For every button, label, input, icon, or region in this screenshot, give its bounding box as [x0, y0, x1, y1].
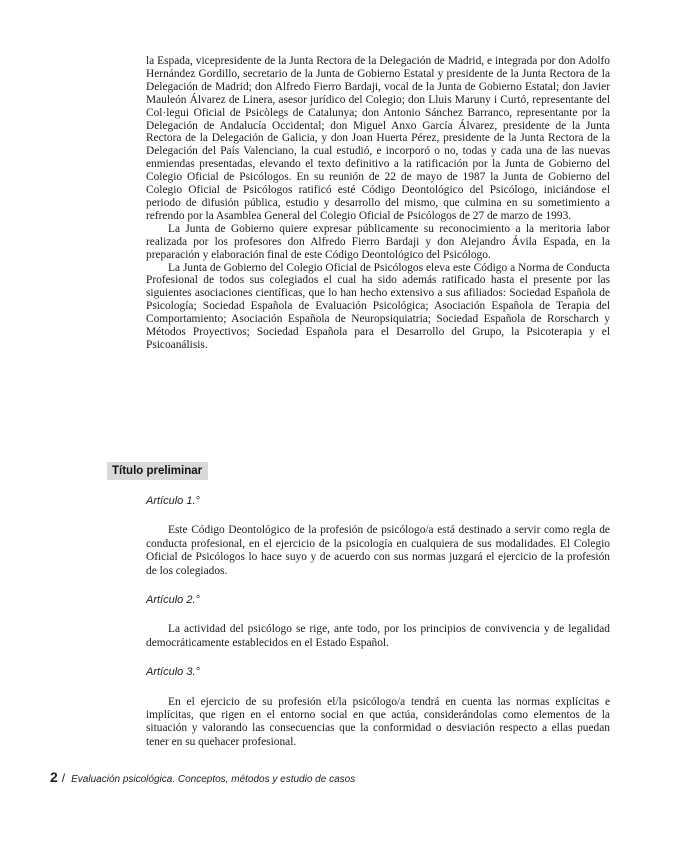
- article: [146, 666, 610, 749]
- body-paragraph: La Junta de Gobierno quiere expresar públicamente su reconocimiento a la meritoria labor realizada por los profesores don Alfredo Fierro Bardaji y don Alejandro Ávila Espada, en la preparación y elaboración final de este Código Deontológico del Psicólogo.: [146, 222, 610, 261]
- page-number: 2: [50, 769, 58, 785]
- footer-separator: /: [61, 771, 66, 785]
- book-title: Evaluación psicológica. Conceptos, métodos y estudio de casos: [71, 774, 356, 785]
- intro-text: [146, 55, 610, 352]
- article: [146, 495, 610, 578]
- article-text: En el ejercicio de su profesión el/la psicólogo/a tendrá en cuenta las normas explícitas e implícitas, que rigen en el entorno social en que actúa, considerándolas como elementos de la situación y valorando las consecuencias que la conformidad o desviación respecto a ellas puedan tener en su quehacer profesional.: [146, 695, 610, 748]
- article-text: Este Código Deontológico de la profesión de psicólogo/a está destinado a servir como regla de conducta profesional, en el ejercicio de la psicología en cualquiera de sus modalidades. El Colegio Oficial de Psicólogos lo hace suyo y de acuerdo con sus normas juzgará el ejercicio de la profesión de los colegiados.: [146, 524, 610, 577]
- body-paragraph: La Junta de Gobierno del Colegio Oficial de Psicólogos eleva este Código a Norma de Conducta Profesional de todos sus colegiados el cual ha sido además ratificado hasta el presente por las siguientes asociaciones científicas, que lo han hecho extensivo a sus afiliados: Sociedad Española de Psicología; Sociedad Española de Evaluación Psicológica; Asociación Española de Terapia del Comportamiento; Asociación Española de Neuropsiquiatria; Sociedad Española de Rorscharch y Métodos Proyectivos; Sociedad Española para el Desarrollo del Grupo, la Psicoterapia y el Psicoanálisis.: [146, 261, 610, 351]
- article-title: Artículo 2.°: [146, 594, 200, 607]
- articles-list: [146, 495, 610, 765]
- article-title: Artículo 1.°: [146, 495, 200, 507]
- article-title: Artículo 3.°: [146, 666, 200, 679]
- page-footer: [50, 769, 355, 785]
- body-paragraph: la Espada, vicepresidente de la Junta Rectora de la Delegación de Madrid, e integrada por don Adolfo Hernández Gordillo, secretario de la Junta de Gobierno Estatal y presidente de la Junta Rectora de la Delegación de Madrid; don Alfredo Fierro Bardaji, vocal de la Junta de Gobierno Estatal; don Javier Mauleón Álvarez de Linera, asesor jurídico del Colegio; don Lluis Maruny i Curtó, representante del Col·legui Oficial de Psicòlegs de Catalunya; don Antonio Sánchez Barranco, representante por la Delegación de Andalucía Occidental; don Miguel Anxo García Álvarez, presidente de la Junta Rectora de la Delegación de Galicia, y don Joan Huerta Pérez, presidente de la Junta Rectora de la Delegación del País Valenciano, la cual estudió, e incorporó o no, todas y cada una de las nuevas enmiendas presentadas, elevando el texto definitivo a la ratificación por la Junta de Gobierno del Colegio Oficial de Psicólogos. En su reunión de 22 de mayo de 1987 la Junta de Gobierno del Colegio Oficial de Psicólogos ratificó esté Código Deontológico del Psicólogo, iniciándose el periodo de difusión pública, estudio y desarrollo del mismo, que culmina en su sometimiento a refrendo por la Asamblea General del Colegio Oficial de Psicólogos de 27 de marzo de 1993.: [146, 55, 610, 222]
- article-text: La actividad del psicólogo se rige, ante todo, por los principios de convivencia y de legalidad democráticamente establecidos en el Estado Español.: [146, 623, 610, 649]
- article: [146, 594, 610, 650]
- section-heading: Título preliminar: [107, 462, 208, 480]
